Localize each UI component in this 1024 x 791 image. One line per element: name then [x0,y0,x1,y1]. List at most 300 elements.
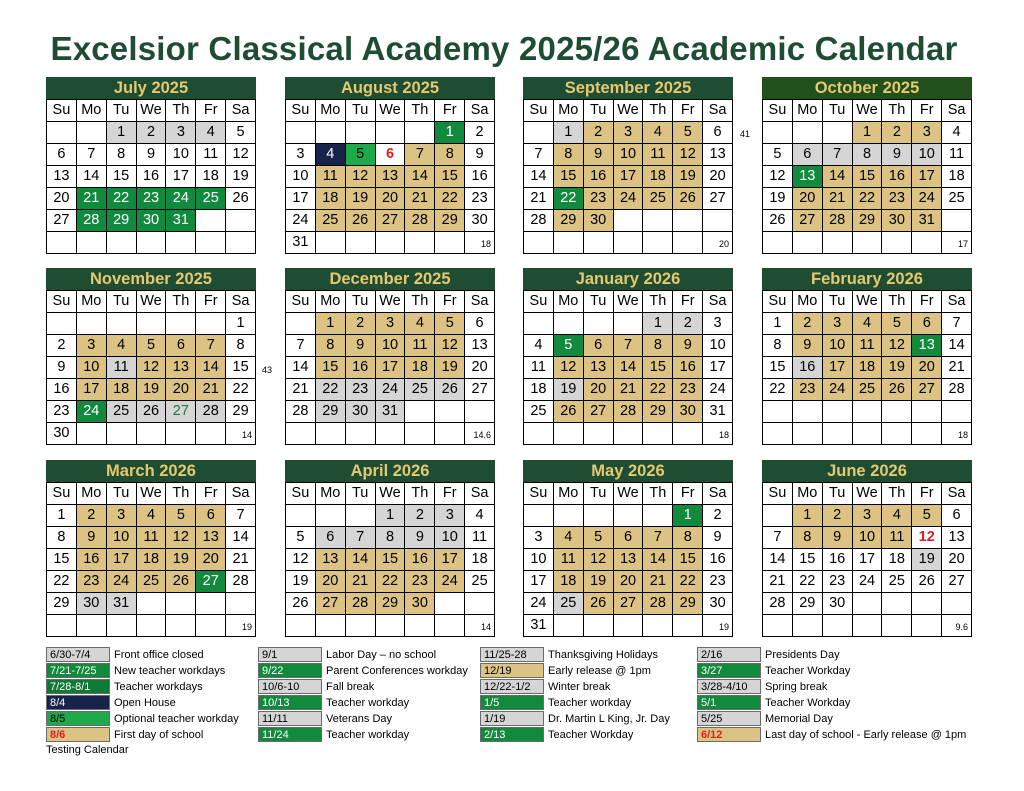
day-cell: 11 [942,144,972,166]
legend-date-code: 9/22 [258,663,322,678]
weekday-header: Mo [77,483,107,505]
weekday-header: Sa [703,100,733,122]
day-cell: 27 [47,210,77,232]
legend-item [258,727,468,743]
empty-cell [196,593,226,615]
day-cell: 5 [166,505,196,527]
empty-cell [137,313,167,335]
empty-cell [643,423,673,445]
day-cell: 23 [793,379,823,401]
day-cell: 28 [823,210,853,232]
day-cell: 29 [316,401,346,423]
day-cell: 2 [584,122,614,144]
day-cell: 3 [614,122,644,144]
day-cell: 21 [286,379,316,401]
empty-cell [853,593,883,615]
instructional-days-count: 17 [942,232,972,254]
day-cell: 5 [673,122,703,144]
day-cell: 7 [614,335,644,357]
month-title: February 2026 [762,268,972,290]
day-cell: 17 [823,357,853,379]
legend-column [697,647,966,743]
day-cell: 18 [643,166,673,188]
day-cell: 14 [823,166,853,188]
day-cell: 25 [196,188,226,210]
weekday-header: Th [882,483,912,505]
day-cell: 25 [316,210,346,232]
day-cell: 21 [405,188,435,210]
instructional-days-count: 18 [703,423,733,445]
weekday-header: Su [47,291,77,313]
empty-cell [793,423,823,445]
day-cell: 25 [465,571,495,593]
day-cell: 5 [137,335,167,357]
day-cell: 18 [853,357,883,379]
day-cell: 6 [196,505,226,527]
empty-cell [823,232,853,254]
weekday-header: Sa [226,100,256,122]
legend-description: Fall break [326,681,375,693]
day-cell: 30 [77,593,107,615]
day-cell: 27 [196,571,226,593]
day-cell: 12 [137,357,167,379]
day-cell: 3 [376,313,406,335]
day-cell: 28 [614,401,644,423]
day-cell: 12 [435,335,465,357]
empty-cell [376,122,406,144]
day-cell: 24 [703,379,733,401]
empty-cell [107,313,137,335]
weekday-header: Th [405,483,435,505]
day-cell: 9 [137,144,167,166]
day-cell: 1 [376,505,406,527]
day-cell: 31 [107,593,137,615]
month-calendar [523,77,733,254]
weekday-header: Su [286,483,316,505]
empty-cell [882,423,912,445]
day-cell: 25 [643,188,673,210]
day-cell: 25 [942,188,972,210]
legend-date-code: 9/1 [258,647,322,662]
day-cell: 6 [703,122,733,144]
day-cell: 18 [882,549,912,571]
empty-cell [614,615,644,637]
day-cell: 1 [107,122,137,144]
day-cell: 25 [554,593,584,615]
legend-date-code: 11/25-28 [480,647,544,662]
empty-cell [166,593,196,615]
day-cell: 21 [226,549,256,571]
month-calendar [46,77,256,254]
day-cell: 6 [912,313,942,335]
weekday-header: We [853,483,883,505]
day-cell: 31 [286,232,316,254]
empty-cell [793,232,823,254]
day-cell: 12 [554,357,584,379]
empty-cell [614,232,644,254]
day-cell: 22 [376,571,406,593]
empty-cell [584,313,614,335]
legend-date-code: 7/21-7/25 [46,663,110,678]
weekday-header: Mo [316,291,346,313]
day-cell: 28 [196,401,226,423]
month-calendar [46,268,256,445]
day-cell: 10 [703,335,733,357]
day-cell: 23 [703,571,733,593]
legend-date-code: 12/19 [480,663,544,678]
empty-cell [316,615,346,637]
empty-cell [912,401,942,423]
legend-item [480,695,670,711]
empty-cell [286,423,316,445]
day-cell: 1 [673,505,703,527]
day-cell: 1 [47,505,77,527]
legend-description: Last day of school - Early release @ 1pm [765,729,967,741]
empty-cell [853,423,883,445]
day-cell: 30 [673,401,703,423]
day-cell: 13 [793,166,823,188]
empty-cell [137,423,167,445]
day-cell: 5 [584,527,614,549]
weekday-header: Fr [673,291,703,313]
day-cell: 8 [554,144,584,166]
empty-cell [226,210,256,232]
day-cell: 14 [286,357,316,379]
day-cell: 11 [882,527,912,549]
day-cell: 8 [435,144,465,166]
day-cell: 7 [405,144,435,166]
day-cell: 1 [435,122,465,144]
day-cell: 15 [376,549,406,571]
instructional-days-count: 19 [226,615,256,637]
day-cell: 11 [405,335,435,357]
weekday-header: Th [405,291,435,313]
empty-cell [405,615,435,637]
legend-date-code: 3/28-4/10 [697,679,761,694]
day-cell: 6 [316,527,346,549]
day-cell: 20 [912,357,942,379]
empty-cell [584,423,614,445]
day-cell: 6 [376,144,406,166]
day-cell: 27 [465,379,495,401]
empty-cell [673,615,703,637]
day-cell: 15 [226,357,256,379]
day-cell: 5 [763,144,793,166]
weekday-header: Sa [465,100,495,122]
weekday-header: Tu [823,100,853,122]
empty-cell [346,232,376,254]
empty-cell [763,122,793,144]
legend-date-code: 10/6-10 [258,679,322,694]
day-cell: 19 [584,571,614,593]
day-cell: 24 [853,571,883,593]
day-cell: 20 [614,571,644,593]
day-cell: 11 [196,144,226,166]
day-cell: 19 [673,166,703,188]
day-cell: 13 [196,527,226,549]
day-cell: 22 [47,571,77,593]
empty-cell [524,505,554,527]
day-cell: 22 [554,188,584,210]
legend-description: Front office closed [114,649,204,661]
day-cell: 25 [853,379,883,401]
legend-description: Parent Conferences workday [326,665,468,677]
empty-cell [316,423,346,445]
day-cell: 7 [226,505,256,527]
day-cell: 12 [673,144,703,166]
day-cell: 4 [882,505,912,527]
empty-cell [77,615,107,637]
empty-cell [316,232,346,254]
day-cell: 24 [166,188,196,210]
day-cell: 2 [673,313,703,335]
empty-cell [316,122,346,144]
day-cell: 10 [524,549,554,571]
instructional-days-count: 9.6 [942,615,972,637]
empty-cell [763,401,793,423]
day-cell: 7 [286,335,316,357]
day-cell: 7 [643,527,673,549]
day-cell: 28 [763,593,793,615]
empty-cell [912,232,942,254]
empty-cell [793,401,823,423]
empty-cell [942,210,972,232]
day-cell: 2 [137,122,167,144]
day-cell: 14 [524,166,554,188]
weekday-header: Su [763,483,793,505]
month-title: December 2025 [285,268,495,290]
empty-cell [286,615,316,637]
day-cell: 11 [137,527,167,549]
legend-description: Dr. Martin L King, Jr. Day [548,713,670,725]
day-cell: 13 [465,335,495,357]
month-title: January 2026 [523,268,733,290]
weekday-header: Su [286,291,316,313]
day-cell: 24 [376,379,406,401]
month-calendar [46,460,256,637]
day-cell: 27 [942,571,972,593]
day-cell: 18 [942,166,972,188]
day-cell: 23 [465,188,495,210]
empty-cell [346,505,376,527]
day-cell: 12 [882,335,912,357]
month-calendar [762,268,972,445]
empty-cell [47,232,77,254]
day-cell: 10 [435,527,465,549]
day-cell: 23 [405,571,435,593]
legend-description: Teacher workday [548,697,632,709]
weekday-header: Mo [316,100,346,122]
weekday-header: Su [47,483,77,505]
day-cell: 7 [196,335,226,357]
legend-item [480,647,670,663]
legend-item [258,679,468,695]
legend-item [46,695,239,711]
day-cell: 10 [823,335,853,357]
empty-cell [107,423,137,445]
day-cell: 20 [166,379,196,401]
day-cell: 21 [196,379,226,401]
day-cell: 31 [703,401,733,423]
weekday-header: Th [643,100,673,122]
day-cell: 5 [346,144,376,166]
empty-cell [376,232,406,254]
weekday-header: Mo [554,483,584,505]
instructional-days-count: 18 [465,232,495,254]
day-cell: 14 [346,549,376,571]
day-cell: 13 [584,357,614,379]
day-cell: 4 [942,122,972,144]
empty-cell [614,210,644,232]
day-cell: 27 [166,401,196,423]
day-cell: 5 [882,313,912,335]
day-cell: 9 [584,144,614,166]
day-cell: 18 [196,166,226,188]
legend-item [697,647,966,663]
day-cell: 10 [376,335,406,357]
weekday-header: Su [286,100,316,122]
day-cell: 13 [614,549,644,571]
day-cell: 29 [643,401,673,423]
weekday-header: Tu [346,483,376,505]
day-cell: 10 [166,144,196,166]
empty-cell [882,401,912,423]
legend-date-code: 8/4 [46,695,110,710]
empty-cell [77,232,107,254]
day-cell: 27 [376,210,406,232]
empty-cell [465,593,495,615]
day-cell: 13 [703,144,733,166]
day-cell: 26 [286,593,316,615]
day-cell: 31 [376,401,406,423]
day-cell: 24 [524,593,554,615]
weekday-header: We [853,291,883,313]
legend-description: First day of school [114,729,204,741]
day-cell: 27 [614,593,644,615]
quarter-count-2: 43 [262,365,273,375]
day-cell: 28 [77,210,107,232]
empty-cell [107,232,137,254]
day-cell: 29 [673,593,703,615]
empty-cell [286,505,316,527]
day-cell: 28 [643,593,673,615]
weekday-header: Su [524,100,554,122]
legend-column [258,647,468,743]
day-cell: 28 [524,210,554,232]
month-title: November 2025 [46,268,256,290]
day-cell: 9 [673,335,703,357]
day-cell: 17 [524,571,554,593]
day-cell: 9 [823,527,853,549]
empty-cell [286,313,316,335]
empty-cell [793,122,823,144]
day-cell: 6 [465,313,495,335]
day-cell: 15 [554,166,584,188]
day-cell: 22 [316,379,346,401]
day-cell: 17 [853,549,883,571]
day-cell: 27 [703,188,733,210]
empty-cell [77,423,107,445]
empty-cell [554,232,584,254]
empty-cell [673,423,703,445]
day-cell: 18 [524,379,554,401]
day-cell: 14 [77,166,107,188]
day-cell: 1 [226,313,256,335]
day-cell: 15 [316,357,346,379]
day-cell: 19 [912,549,942,571]
instructional-days-count: 18 [942,423,972,445]
empty-cell [614,505,644,527]
day-cell: 1 [316,313,346,335]
empty-cell [614,313,644,335]
day-cell: 21 [524,188,554,210]
legend-description: Optional teacher workday [114,713,239,725]
legend-date-code: 1/5 [480,695,544,710]
legend-item [480,679,670,695]
weekday-header: Sa [465,483,495,505]
day-cell: 8 [226,335,256,357]
legend-description: Teacher Workday [765,697,851,709]
weekday-header: Tu [823,483,853,505]
day-cell: 1 [643,313,673,335]
day-cell: 20 [47,188,77,210]
legend-item [697,727,966,743]
day-cell: 30 [47,423,77,445]
day-cell: 18 [137,549,167,571]
day-cell: 12 [346,166,376,188]
day-cell: 4 [405,313,435,335]
day-cell: 19 [226,166,256,188]
day-cell: 5 [912,505,942,527]
empty-cell [763,615,793,637]
weekday-header: Th [643,483,673,505]
empty-cell [823,615,853,637]
day-cell: 16 [405,549,435,571]
empty-cell [196,232,226,254]
empty-cell [137,232,167,254]
weekday-header: Fr [912,100,942,122]
empty-cell [435,593,465,615]
day-cell: 28 [405,210,435,232]
day-cell: 2 [465,122,495,144]
day-cell: 10 [77,357,107,379]
empty-cell [524,122,554,144]
legend-date-code: 5/1 [697,695,761,710]
day-cell: 25 [405,379,435,401]
weekday-header: Th [166,483,196,505]
day-cell: 29 [376,593,406,615]
weekday-header: We [137,291,167,313]
day-cell: 19 [166,549,196,571]
day-cell: 18 [316,188,346,210]
day-cell: 9 [47,357,77,379]
day-cell: 19 [554,379,584,401]
day-cell: 9 [77,527,107,549]
day-cell: 12 [226,144,256,166]
weekday-header: Th [882,291,912,313]
empty-cell [137,593,167,615]
day-cell: 20 [703,166,733,188]
day-cell: 7 [77,144,107,166]
weekday-header: Fr [435,483,465,505]
legend-item [46,711,239,727]
empty-cell [763,423,793,445]
legend-date-code: 1/19 [480,711,544,726]
day-cell: 4 [524,335,554,357]
legend-date-code: 11/11 [258,711,322,726]
empty-cell [166,232,196,254]
day-cell: 20 [584,379,614,401]
